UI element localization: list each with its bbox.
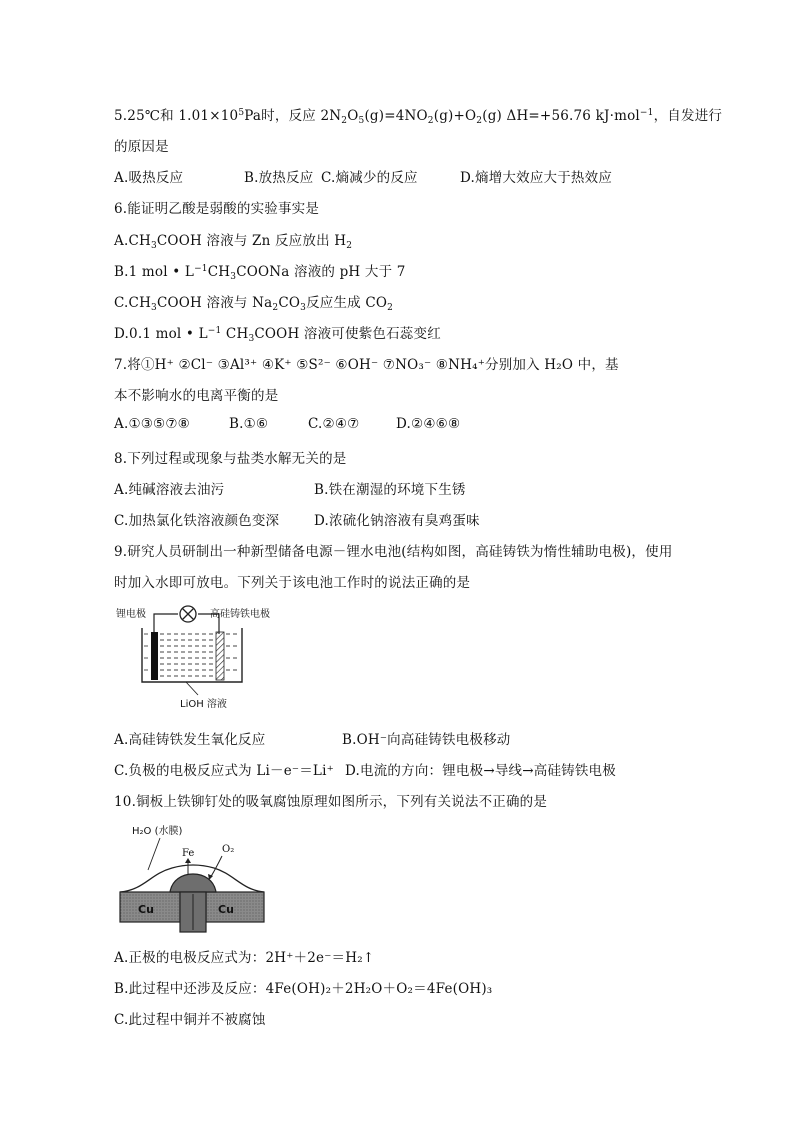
battery-figure: [114, 600, 304, 712]
q7-option-d: D.②④⑥⑧: [396, 416, 461, 432]
q6-sub: 3: [150, 241, 157, 251]
q6-stem: 6.能证明乙酸是弱酸的实验事实是: [114, 201, 320, 217]
q6-sub: 3: [300, 303, 307, 313]
q6-sub: 3: [230, 272, 237, 282]
q5-text: (g)=4NO: [364, 108, 428, 124]
q5-sub: 2: [476, 116, 483, 126]
q8-stem: 8.下列过程或现象与盐类水解无关的是: [114, 451, 347, 467]
q8-option-b: B.铁在潮湿的环境下生锈: [314, 482, 466, 498]
lithium-electrode: [151, 632, 158, 680]
q5-text: O: [347, 108, 359, 124]
q6-text: CH: [221, 326, 249, 342]
q5-text: (g)+O: [433, 108, 477, 124]
q6-text: COONa 溶液的 pH 大于 7: [236, 264, 406, 280]
q6-option-c: [114, 291, 393, 313]
cu-right-label: Cu: [218, 903, 234, 916]
fe-label: Fe: [182, 848, 195, 859]
q6-sub: 2: [272, 303, 279, 313]
iron-electrode: [216, 632, 224, 680]
lithium-electrode-label: 锂电极: [116, 609, 146, 620]
q7-option-b: B.①⑥: [229, 416, 269, 432]
q7-line1: 7.将①H⁺ ②Cl⁻ ③Al³⁺ ④K⁺ ⑤S²⁻ ⑥OH⁻ ⑦NO₃⁻ ⑧NH₄⁺分别加入 H₂O 中，基: [114, 357, 619, 373]
q9-option-c: C.负极的电极反应式为 Li－e⁻＝Li⁺: [114, 763, 334, 779]
water-film-label: H₂O (水膜): [132, 826, 183, 837]
q8-option-d: D.浓硫化钠溶液有臭鸡蛋味: [314, 513, 480, 529]
q6-text: CO: [278, 295, 301, 311]
q6-sub: 2: [387, 303, 394, 313]
q6-text: B.1 mol • L: [114, 264, 195, 280]
q6-sub: 3: [248, 334, 255, 344]
q5-sup: −1: [639, 108, 654, 118]
solution-label: LiOH 溶液: [180, 699, 227, 710]
q10-option-c: C.此过程中铜并不被腐蚀: [114, 1012, 266, 1028]
q6-text: COOH 溶液可使紫色石蕊变红: [254, 326, 441, 342]
q6-text: C.CH: [114, 295, 152, 311]
q6-text: COOH 溶液与 Zn 反应放出 H: [156, 233, 347, 249]
q6-option-b: [114, 260, 406, 282]
q5-sub: 5: [358, 116, 365, 126]
q5-text: 5.25℃和 1.01×10: [114, 108, 239, 124]
q7-line2: 本不影响水的电离平衡的是: [114, 388, 279, 404]
q5-line2: 的原因是: [114, 139, 169, 155]
iron-electrode-label: 高硅铸铁电极: [210, 609, 270, 620]
solution-lines: [160, 634, 214, 676]
q9-line2: 时加入水即可放电。下列关于该电池工作时的说法正确的是: [114, 575, 471, 591]
q6-text: D.0.1 mol • L: [114, 326, 208, 342]
q5-text: ，自发进行: [653, 108, 723, 124]
q5-option-c: C.熵减少的反应: [321, 170, 418, 186]
q5-sup: 5: [238, 108, 245, 118]
q6-sub: 2: [346, 241, 353, 251]
q6-option-d: [114, 322, 441, 344]
q10-stem: 10.铜板上铁铆钉处的吸氧腐蚀原理如图所示，下列有关说法不正确的是: [114, 794, 548, 810]
q8-option-a: A.纯碱溶液去油污: [114, 482, 225, 498]
q8-option-c: C.加热氯化铁溶液颜色变深: [114, 513, 280, 529]
copper-plate-right: [206, 892, 264, 922]
water-pointer: [148, 838, 160, 870]
q5-text: Pa时，反应 2N: [244, 108, 342, 124]
q6-text: COOH 溶液与 Na: [156, 295, 273, 311]
q6-sub: 3: [151, 303, 157, 313]
q9-line1: 9.研究人员研制出一种新型储备电源－锂水电池(结构如图，高硅铸铁为惰性辅助电极)，使用: [114, 544, 673, 560]
q7-option-a: A.①③⑤⑦⑧: [114, 416, 190, 432]
q10-option-a: A.正极的电极反应式为：2H⁺＋2e⁻＝H₂↑: [114, 950, 375, 966]
q5-option-a: A.吸热反应: [114, 170, 184, 186]
q5-text: (g) ΔH=+56.76 kJ·mol: [482, 108, 640, 124]
q6-text: A.CH: [114, 233, 151, 249]
q9-option-a: A.高硅铸铁发生氧化反应: [114, 732, 266, 748]
q6-sup: −1: [207, 326, 222, 336]
q7-option-c: C.②④⑦: [308, 416, 360, 432]
q6-option-a: [114, 229, 352, 251]
q5-option-b: B.放热反应: [244, 170, 314, 186]
q9-option-d: D.电流的方向：锂电极→导线→高硅铸铁电极: [345, 763, 616, 779]
corrosion-figure: [114, 816, 269, 934]
q5-option-d: D.熵增大效应大于热效应: [460, 170, 613, 186]
q6-text: 反应生成 CO: [306, 295, 388, 311]
q5-line1: [114, 104, 722, 126]
o2-label: O₂: [222, 844, 235, 855]
solution-pointer: [186, 682, 198, 695]
q6-text: CH: [207, 264, 231, 280]
q9-option-b: B.OH⁻向高硅铸铁电极移动: [342, 732, 511, 748]
q10-option-b: B.此过程中还涉及反应：4Fe(OH)₂＋2H₂O＋O₂＝4Fe(OH)₃: [114, 981, 493, 997]
cu-left-label: Cu: [138, 903, 154, 916]
q6-sup: −1: [194, 264, 208, 274]
q5-sub: 2: [427, 116, 434, 126]
q5-sub: 2: [341, 116, 348, 126]
